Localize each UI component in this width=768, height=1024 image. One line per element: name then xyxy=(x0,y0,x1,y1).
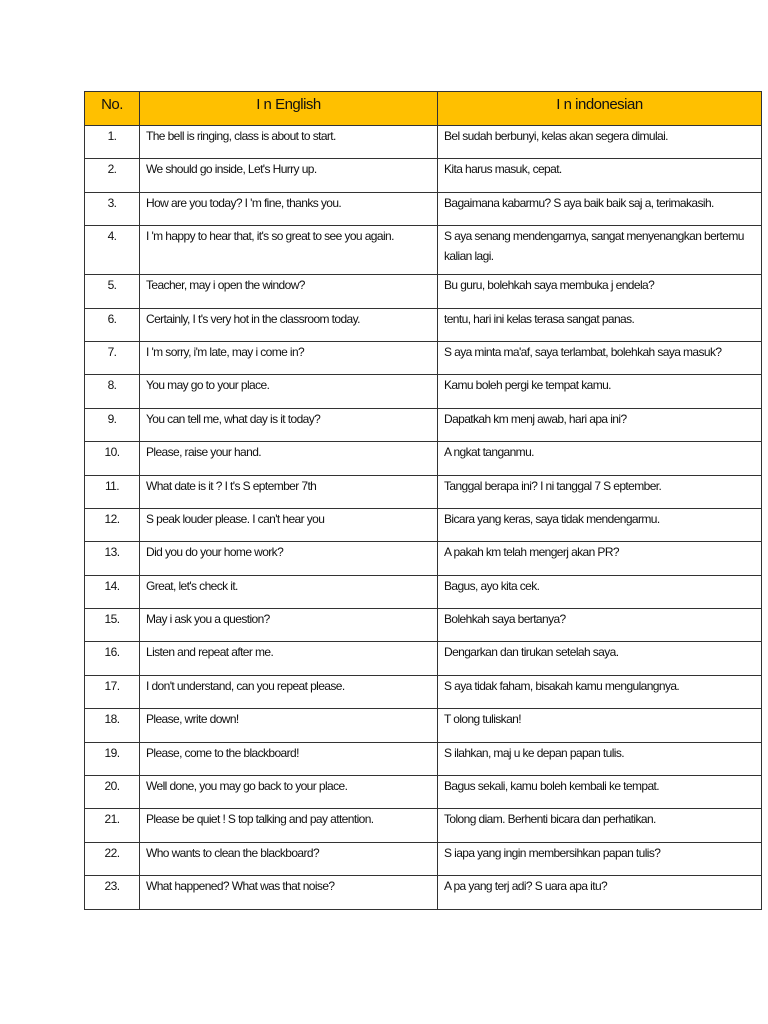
cell-no: 21. xyxy=(85,809,140,842)
table-row xyxy=(85,408,762,441)
table-body xyxy=(85,126,762,910)
table-row xyxy=(85,575,762,608)
cell-english: May i ask you a question? xyxy=(140,609,438,642)
cell-indonesian: Kita harus masuk, cepat. xyxy=(438,159,762,192)
cell-no: 9. xyxy=(85,408,140,441)
table-row xyxy=(85,876,762,909)
cell-english: S peak louder please. I can't hear you xyxy=(140,508,438,541)
cell-english: Well done, you may go back to your place. xyxy=(140,776,438,809)
cell-indonesian: T olong tuliskan! xyxy=(438,709,762,742)
cell-english: How are you today? I 'm fine, thanks you. xyxy=(140,192,438,225)
table-row xyxy=(85,842,762,875)
cell-english: We should go inside, Let's Hurry up. xyxy=(140,159,438,192)
cell-no: 3. xyxy=(85,192,140,225)
table-row xyxy=(85,159,762,192)
table-row xyxy=(85,192,762,225)
cell-english: Please, come to the blackboard! xyxy=(140,742,438,775)
cell-no: 7. xyxy=(85,341,140,374)
table-row xyxy=(85,275,762,308)
table-row xyxy=(85,675,762,708)
cell-english: Please, raise your hand. xyxy=(140,442,438,475)
header-english: I n English xyxy=(140,92,438,126)
cell-english: What date is it ? I t's S eptember 7th xyxy=(140,475,438,508)
cell-no: 15. xyxy=(85,609,140,642)
table-row xyxy=(85,542,762,575)
cell-indonesian: S aya senang mendengarnya, sangat menyenangkan bertemu kalian lagi. xyxy=(438,226,762,275)
table-row xyxy=(85,126,762,159)
cell-indonesian: Kamu boleh pergi ke tempat kamu. xyxy=(438,375,762,408)
cell-indonesian: A pa yang terj adi? S uara apa itu? xyxy=(438,876,762,909)
table-row xyxy=(85,308,762,341)
cell-english: You may go to your place. xyxy=(140,375,438,408)
cell-no: 8. xyxy=(85,375,140,408)
cell-indonesian: Bagus, ayo kita cek. xyxy=(438,575,762,608)
cell-english: You can tell me, what day is it today? xyxy=(140,408,438,441)
cell-no: 6. xyxy=(85,308,140,341)
cell-english: Listen and repeat after me. xyxy=(140,642,438,675)
phrases-table xyxy=(84,91,762,910)
cell-no: 4. xyxy=(85,226,140,275)
table-row xyxy=(85,776,762,809)
cell-no: 16. xyxy=(85,642,140,675)
cell-english: Teacher, may i open the window? xyxy=(140,275,438,308)
table-row xyxy=(85,475,762,508)
cell-no: 12. xyxy=(85,508,140,541)
cell-indonesian: Bagus sekali, kamu boleh kembali ke tempat. xyxy=(438,776,762,809)
cell-indonesian: S aya minta ma'af, saya terlambat, bolehkah saya masuk? xyxy=(438,341,762,374)
table-row xyxy=(85,508,762,541)
cell-no: 5. xyxy=(85,275,140,308)
cell-no: 11. xyxy=(85,475,140,508)
cell-no: 10. xyxy=(85,442,140,475)
header-indonesian: I n indonesian xyxy=(438,92,762,126)
cell-english: Great, let's check it. xyxy=(140,575,438,608)
cell-indonesian: S ilahkan, maj u ke depan papan tulis. xyxy=(438,742,762,775)
cell-indonesian: Bicara yang keras, saya tidak mendengarmu. xyxy=(438,508,762,541)
cell-indonesian: Dapatkah km menj awab, hari apa ini? xyxy=(438,408,762,441)
table-row xyxy=(85,809,762,842)
cell-english: The bell is ringing, class is about to start. xyxy=(140,126,438,159)
cell-no: 22. xyxy=(85,842,140,875)
cell-no: 14. xyxy=(85,575,140,608)
cell-english: Did you do your home work? xyxy=(140,542,438,575)
cell-english: I 'm happy to hear that, it's so great to see you again. xyxy=(140,226,438,275)
cell-no: 19. xyxy=(85,742,140,775)
header-no: No. xyxy=(85,92,140,126)
table-row xyxy=(85,442,762,475)
cell-indonesian: A pakah km telah mengerj akan PR? xyxy=(438,542,762,575)
cell-no: 17. xyxy=(85,675,140,708)
cell-english: Certainly, I t's very hot in the classroom today. xyxy=(140,308,438,341)
cell-indonesian: Tolong diam. Berhenti bicara dan perhatikan. xyxy=(438,809,762,842)
cell-english: Please be quiet ! S top talking and pay attention. xyxy=(140,809,438,842)
table-row xyxy=(85,709,762,742)
cell-english: I don't understand, can you repeat please. xyxy=(140,675,438,708)
cell-english: Please, write down! xyxy=(140,709,438,742)
cell-indonesian: Bagaimana kabarmu? S aya baik baik saj a, terimakasih. xyxy=(438,192,762,225)
table-row xyxy=(85,742,762,775)
cell-no: 20. xyxy=(85,776,140,809)
cell-indonesian: tentu, hari ini kelas terasa sangat panas. xyxy=(438,308,762,341)
cell-indonesian: Bolehkah saya bertanya? xyxy=(438,609,762,642)
cell-no: 13. xyxy=(85,542,140,575)
table-header xyxy=(85,92,762,126)
table-row xyxy=(85,375,762,408)
cell-no: 18. xyxy=(85,709,140,742)
cell-english: Who wants to clean the blackboard? xyxy=(140,842,438,875)
header-row xyxy=(85,92,762,126)
cell-indonesian: S aya tidak faham, bisakah kamu mengulangnya. xyxy=(438,675,762,708)
table-row xyxy=(85,341,762,374)
cell-indonesian: S iapa yang ingin membersihkan papan tulis? xyxy=(438,842,762,875)
cell-no: 2. xyxy=(85,159,140,192)
table-row xyxy=(85,642,762,675)
cell-english: What happened? What was that noise? xyxy=(140,876,438,909)
table-row xyxy=(85,609,762,642)
cell-no: 1. xyxy=(85,126,140,159)
cell-no: 23. xyxy=(85,876,140,909)
cell-indonesian: Dengarkan dan tirukan setelah saya. xyxy=(438,642,762,675)
cell-english: I 'm sorry, i'm late, may i come in? xyxy=(140,341,438,374)
cell-indonesian: Bel sudah berbunyi, kelas akan segera dimulai. xyxy=(438,126,762,159)
cell-indonesian: Bu guru, bolehkah saya membuka j endela? xyxy=(438,275,762,308)
cell-indonesian: Tanggal berapa ini? I ni tanggal 7 S eptember. xyxy=(438,475,762,508)
cell-indonesian: A ngkat tanganmu. xyxy=(438,442,762,475)
table-row xyxy=(85,226,762,275)
